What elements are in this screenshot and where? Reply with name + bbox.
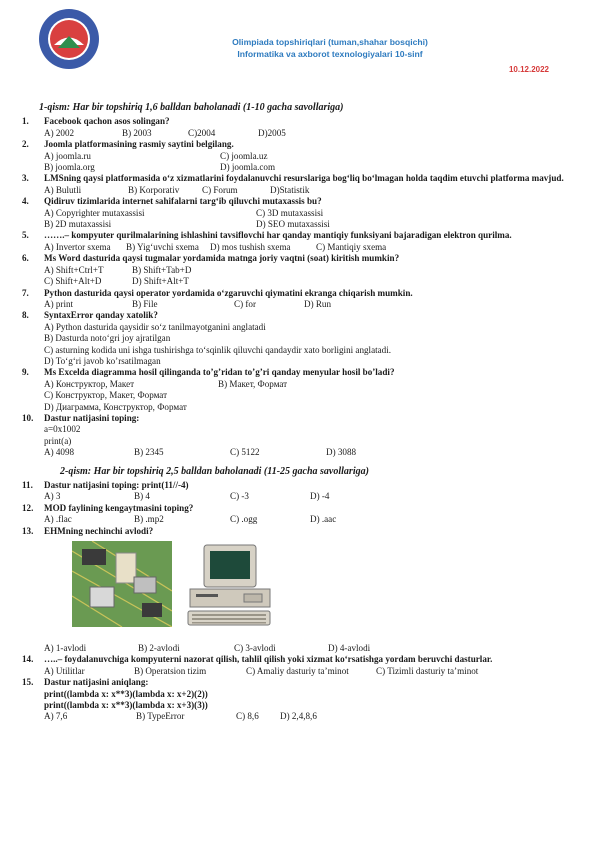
answer-option[interactable]: C) for [234,298,256,309]
code-line: print((lambda x: x**3)(lambda x: x+2)(2)) [44,688,208,699]
question-number: 11. [22,480,33,490]
answer-options [44,643,582,654]
answer-option[interactable]: A) Конструктор, Макет [44,378,135,389]
answer-option[interactable]: D) 2,4,8,6 [280,711,317,722]
question [22,230,582,253]
question-body [44,413,582,459]
question-body [44,677,582,723]
answer-option[interactable]: C) 5122 [230,447,260,458]
answer-option[interactable]: D) .aac [310,514,337,525]
question-body [44,654,582,677]
question [22,413,582,459]
answer-options [44,379,404,413]
answer-option[interactable]: A) joomla.ru [44,150,91,161]
question-body [44,196,582,230]
answer-option[interactable]: C) 3D mutaxassisi [256,207,324,218]
question-number: 4. [22,196,29,207]
question [22,677,582,723]
answer-option[interactable]: D) mos tushish sxema [210,241,291,252]
question-text: Ms Word dasturida qaysi tugmalar yordamida matnga joriy vaqtni (soat) kiritish mumkin? [44,253,400,264]
header-date: 10.12.2022 [508,65,549,74]
answer-option[interactable]: A) 2002 [44,127,75,138]
question-text: Python dasturida qaysi operator yordamida o‘zgaruvchi qiymatini ekranga chiqarish mumkin. [44,287,413,298]
question-number: 13. [22,525,34,536]
answer-option[interactable]: D) Run [304,298,332,309]
answer-option[interactable]: A) 7,6 [44,711,68,722]
question-number: 1. [22,116,29,127]
question-body [44,526,582,655]
question-body [44,230,582,253]
answer-options [44,242,582,253]
question-text: MOD faylining kengaytmasini toping? [44,502,194,513]
answer-option[interactable]: D) 3088 [326,447,357,458]
answer-option[interactable]: B) Dasturda noto‘gri joy ajratilgan [44,333,171,344]
answer-options [44,128,582,139]
answer-option[interactable]: C) joomla.uz [220,150,268,161]
question-text: …….– kompyuter qurilmalarining ishlashini tavsiflovchi har qanday mantiqiy funksiyani bajaradigan elektron qurilma. [44,230,512,241]
question [22,253,582,287]
answer-option[interactable]: B) Yig‘uvchi sxema [126,241,199,252]
question-text: Dastur natijasini toping: [44,412,140,423]
answer-option[interactable]: A) Python dasturida qaysidir so‘z tanilmayotganini anglatadi [44,321,266,332]
answer-options [44,322,582,368]
question-body [44,139,582,173]
answer-option[interactable]: B) 2D mutaxassisi [44,219,112,230]
answer-options [44,666,582,677]
question-number: 8. [22,310,29,321]
question-text: LMSning qaysi platformasida o‘z xizmatlarini foydalanuvchi resurslariga bog‘liq bo‘lmagan holda taqdim etuvchi platforma mavjud. [44,173,564,184]
answer-option[interactable]: A) Invertor sxema [44,241,111,252]
answer-option[interactable]: B) Korporativ [128,184,180,195]
answer-option[interactable]: B) .mp2 [134,514,164,525]
answer-option[interactable]: D) SEO mutaxassisi [256,219,330,230]
answer-option[interactable]: B) 2345 [134,447,164,458]
question-number: 12. [22,502,34,513]
code-line: print((lambda x: x**3)(lambda x: x+3)(3)) [44,700,208,711]
answer-option[interactable]: B) 2003 [122,127,152,138]
answer-option[interactable]: B) File [132,298,158,309]
question-number: 2. [22,139,29,150]
question-text: Dastur natijasini aniqlang: [44,677,149,688]
answer-options [44,208,404,231]
answer-option[interactable]: B) Макет, Формат [218,378,288,389]
question-text: EHMning nechinchi avlodi? [44,525,154,536]
answer-option[interactable]: B) 2-avlodi [138,643,180,654]
answer-option[interactable]: C) Shift+Alt+D [44,276,102,287]
question-number: 7. [22,287,29,298]
answer-option[interactable]: C) .ogg [230,514,258,525]
personal-computer-image [186,541,272,631]
question-text: Joomla platformasining rasmiy saytini belgilang. [44,139,234,150]
section-title: 1-qism: Har bir topshiriq 1,6 balldan baholanadi (1-10 gacha savollariga) [39,102,344,113]
question [22,526,582,655]
answer-options [44,151,404,174]
question [22,480,582,503]
question-body [44,367,582,413]
question-number: 15. [22,677,34,688]
school-logo [38,8,100,70]
answer-option[interactable]: C) Mantiqiy sxema [316,241,387,252]
code-line: print(a) [44,435,72,446]
answer-option[interactable]: A) Bulutli [44,184,82,195]
question-number: 6. [22,253,29,264]
image-row [72,541,582,637]
answer-options [44,514,582,525]
answer-option[interactable]: B) Shift+Tab+D [132,264,192,275]
answer-option[interactable]: D) joomla.com [220,162,276,173]
answer-option[interactable]: D)2005 [258,127,286,138]
answer-option[interactable]: C) -3 [230,491,249,502]
answer-options [44,491,582,502]
answer-option[interactable]: D) 4-avlodi [328,643,371,654]
answer-option[interactable]: A) print [44,298,74,309]
answer-option[interactable]: C) Amaliy dasturiy ta’minot [246,665,349,676]
question-body [44,480,582,503]
answer-options [44,185,582,196]
answer-option[interactable]: A) Utilitlar [44,665,85,676]
answer-option[interactable]: D) -4 [310,491,330,502]
question [22,288,582,311]
question-number: 10. [22,412,34,423]
question-number: 5. [22,230,29,241]
question-body [44,310,582,367]
question [22,116,582,139]
circuit-board-image [72,541,172,627]
question-text: …..– foydalanuvchiga kompyuterni nazorat qilish, tahlil qilish yoki xizmat ko‘rsatishga yordam beruvchi dasturlar. [44,654,493,665]
question-text: Facebook qachon asos solingan? [44,116,170,127]
answer-option[interactable]: D) Диаграмма, Конструктор, Формат [44,401,187,412]
answer-option[interactable]: B) Operatsion tizim [134,665,207,676]
code-line: a=0x1002 [44,424,81,435]
question-text: SyntaxError qanday xatolik? [44,310,158,321]
question-body [44,173,582,196]
answer-option[interactable]: C) Tizimli dasturiy ta’minot [376,665,479,676]
answer-option[interactable]: C) asturning kodida uni ishga tushirishga to‘sqinlik qiluvchi qandaydir xato borligini anglatadi. [44,344,392,355]
answer-option[interactable]: C) 3-avlodi [234,643,276,654]
answer-option[interactable]: D) To‘g‘ri javob ko’rsatilmagan [44,355,161,366]
question-number: 14. [22,654,34,665]
answer-option[interactable]: A) Shift+Ctrl+T [44,264,104,275]
question [22,196,582,230]
answer-option[interactable]: A) 1-avlodi [44,643,87,654]
answer-option[interactable]: D)Statistik [270,184,310,195]
answer-option[interactable]: C) Конструктор, Макет, Формат [44,390,168,401]
answer-option[interactable]: B) TypeError [136,711,185,722]
question-sheet [22,102,582,723]
answer-option[interactable]: B) 4 [134,491,150,502]
answer-options [44,711,582,722]
question [22,367,582,413]
question [22,139,582,173]
question [22,310,582,367]
question-text: Dastur natijasini toping: print(11//-4) [44,480,189,490]
question [22,654,582,677]
header-title: Olimpiada topshiriqlari (tuman,shahar bosqichi) [232,37,428,47]
question-body [44,288,582,311]
question-number: 3. [22,173,29,184]
answer-options [44,299,582,310]
question-number: 9. [22,367,29,378]
answer-option[interactable]: A) 3 [44,491,61,502]
question-text: Ms Excelda diagramma hosil qilinganda to’g’ridan to’g’ri qanday menyular hosil bo’ladi? [44,367,395,378]
answer-option[interactable]: A) Copyrighter mutaxassisi [44,207,145,218]
answer-option[interactable]: D) Shift+Alt+T [132,276,189,287]
answer-options [44,265,354,288]
answer-option[interactable]: B) joomla.org [44,162,95,173]
answer-option[interactable]: C) 8,6 [236,711,259,722]
question-body [44,503,582,526]
question [22,503,582,526]
question-body [44,116,582,139]
question [22,173,582,196]
answer-option[interactable]: C)2004 [188,127,216,138]
answer-option[interactable]: A) 4098 [44,447,75,458]
question-body [44,253,582,287]
answer-option[interactable]: A) .flac [44,514,72,525]
answer-options [44,447,582,458]
section-title: 2-qism: Har bir topshiriq 2,5 balldan baholanadi (11-25 gacha savollariga) [60,465,369,477]
question-text: Qidiruv tizimlarida internet sahifalarni targ‘ib qiluvchi mutaxassis bu? [44,196,322,207]
header-subtitle: Informatika va axborot texnologiyalari 10-sinf [237,49,423,59]
answer-option[interactable]: C) Forum [202,184,238,195]
